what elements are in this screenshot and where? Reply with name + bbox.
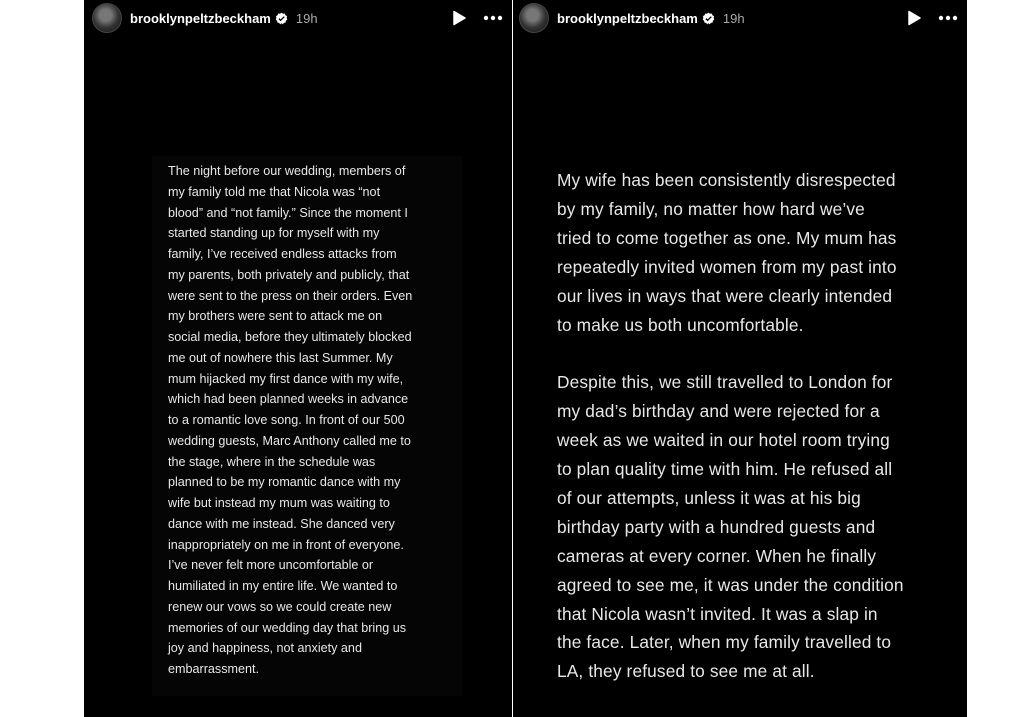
- story-text-line: embarrassment.: [168, 662, 259, 676]
- story-text-line: joy and happiness, not anxiety and: [168, 641, 362, 656]
- username[interactable]: brooklynpeltzbeckham: [130, 10, 271, 26]
- story-text-line: blood” and “not family.” Since the moment I: [168, 205, 408, 220]
- story-text-line: LA, they refused to see me at all.: [557, 661, 815, 682]
- story-text-line: which had been planned weeks in advance: [168, 392, 409, 407]
- more-options-icon: [938, 15, 958, 21]
- story-text-line: my brothers were sent to attack me on: [168, 309, 383, 324]
- verified-badge-icon: [702, 12, 715, 25]
- post-time: 19h: [295, 10, 318, 26]
- play-button[interactable]: [905, 9, 923, 27]
- story-text-line: repeatedly invited women from my past into: [557, 256, 897, 277]
- avatar[interactable]: [92, 3, 122, 33]
- play-icon: [907, 10, 921, 26]
- story-text-line: to plan quality time with him. He refused all: [557, 459, 893, 480]
- story-text-line: week as we waited in our hotel room trying: [557, 430, 890, 451]
- more-options-button[interactable]: [937, 9, 959, 27]
- story-header: [513, 0, 967, 36]
- story-text-line: started standing up for myself with my: [168, 226, 380, 241]
- story-text-line: memories of our wedding day that bring us: [168, 620, 407, 635]
- story-text-line: the stage, where in the schedule was: [168, 454, 376, 469]
- story-text-line: our lives in ways that were clearly intended: [557, 285, 893, 306]
- story-text-line: The night before our wedding, members of: [168, 164, 406, 178]
- story-panel-left[interactable]: [84, 0, 512, 717]
- story-text-line: renew our vows so we could create new: [168, 599, 392, 614]
- more-options-button[interactable]: [482, 9, 504, 27]
- story-text-line: cameras at every corner. When he finally: [557, 545, 877, 566]
- story-text-line: family, I’ve received endless attacks from: [168, 247, 397, 261]
- story-text-line: my family told me that Nicola was “not: [168, 184, 381, 199]
- story-panel-right[interactable]: [513, 0, 967, 717]
- story-text-line: My wife has been consistently disrespected: [557, 170, 896, 190]
- story-paragraph: [557, 166, 957, 339]
- story-text-line: to a romantic love song. In front of our 500: [168, 413, 405, 427]
- story-text-line: were sent to the press on their orders. Even: [168, 288, 413, 303]
- story-text-line: inappropriately on me in front of everyone.: [168, 537, 404, 552]
- post-time: 19h: [722, 10, 745, 26]
- more-options-icon: [483, 15, 503, 21]
- story-paragraph: [168, 161, 462, 680]
- story-text-line: by my family, no matter how hard we’ve: [557, 198, 865, 219]
- story-text-line: that Nicola wasn’t invited. It was a slap in: [557, 603, 878, 624]
- story-text-line: me out of nowhere this last Summer. My: [168, 350, 393, 365]
- story-text-line: wedding guests, Marc Anthony called me to: [168, 433, 411, 448]
- story-paragraph: [557, 368, 957, 686]
- story-text-card: [557, 166, 957, 686]
- avatar[interactable]: [519, 3, 549, 33]
- story-text-line: the face. Later, when my family travelled to: [557, 632, 892, 653]
- play-button[interactable]: [450, 9, 468, 27]
- story-text-line: planned to be my romantic dance with my: [168, 475, 401, 490]
- story-text-line: agreed to see me, it was under the condition: [557, 574, 904, 595]
- story-text-line: dance with me instead. She danced very: [168, 516, 395, 531]
- username[interactable]: brooklynpeltzbeckham: [557, 10, 698, 26]
- story-text-line: of our attempts, unless it was at his big: [557, 487, 861, 508]
- story-text-line: I’ve never felt more uncomfortable or: [168, 558, 374, 573]
- story-text-card: [152, 156, 462, 696]
- story-text-line: my dad’s birthday and were rejected for a: [557, 401, 880, 422]
- story-text-line: Despite this, we still travelled to London for: [557, 372, 893, 393]
- story-text-line: birthday party with a hundred guests and: [557, 516, 876, 537]
- story-text-line: social media, before they ultimately blocked: [168, 330, 412, 344]
- story-text-line: to make us both uncomfortable.: [557, 314, 804, 335]
- story-text-line: my parents, both privately and publicly, that: [168, 267, 410, 282]
- story-text-line: humiliated in my entire life. We wanted to: [168, 579, 398, 593]
- story-text-line: tried to come together as one. My mum has: [557, 227, 897, 248]
- story-text-line: mum hijacked my first dance with my wife,: [168, 371, 404, 386]
- story-text-line: wife but instead my mum was waiting to: [168, 496, 390, 510]
- verified-badge-icon: [275, 12, 288, 25]
- story-header: [84, 0, 512, 36]
- play-icon: [452, 10, 466, 26]
